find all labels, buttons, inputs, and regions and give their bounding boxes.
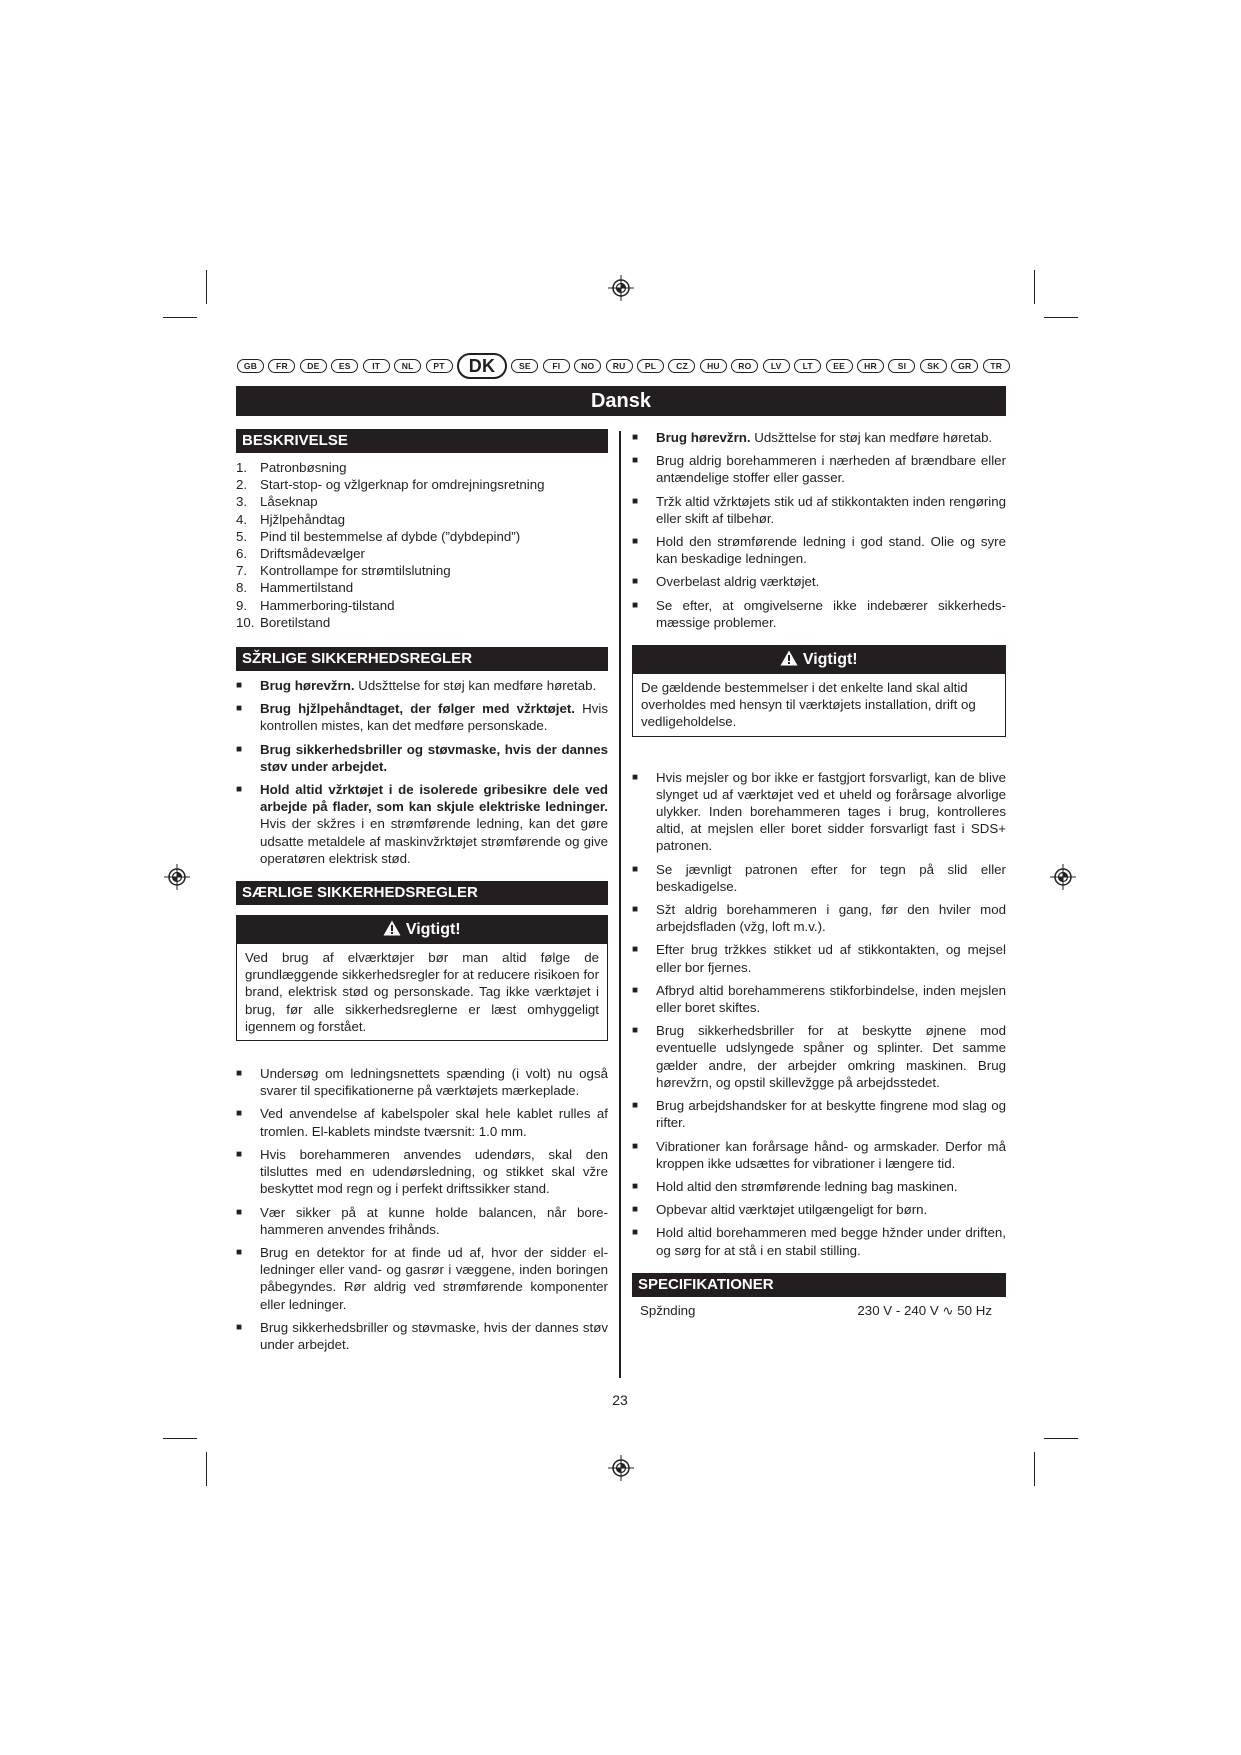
item-text: Brug sikkerhedsbriller for at beskytte øjnene mod eventuelle udslyngede spåner og splinter. Det samme gælder andre, der arbejder omkring maskinen. Brug hørevžrn, og opstil skillevžgge på arbejdsstedet. — [656, 1023, 1006, 1090]
item-bold-text: Brug hørevžrn. — [260, 678, 355, 694]
item-text: Ved anvendelse af kabelspoler skal hele kablet rulles af tromlen. El-kablets mindste tværsnit: 1.0 mm. — [260, 1106, 608, 1139]
crop-mark — [1034, 270, 1035, 304]
item-text: Vær sikker på at kunne holde balancen, når bore-hammeren anvendes frihånds. — [260, 1204, 608, 1237]
item-text — [656, 493, 1006, 527]
language-tab-hr[interactable]: HR — [857, 359, 884, 373]
item-text — [656, 573, 1006, 590]
item-normal-text: Hvis der skžres i en strømførende ledning, kan det gøre udsatte metaldele af maskinvžrktøjet strømførende og give operatøren elektrisk stød. — [260, 816, 608, 866]
item-normal-text: Udsžttelse for støj kan medføre høretab. — [750, 430, 993, 445]
item-text: Se jævnligt patronen efter for tegn på slid eller beskadigelse. — [656, 861, 1006, 894]
language-tab-fr[interactable]: FR — [268, 359, 295, 373]
language-tab-dk[interactable]: DK — [457, 353, 507, 379]
item-text: Opbevar altid værktøjet utilgængeligt for børn. — [656, 1202, 928, 1218]
bullet-icon: ■ — [236, 1246, 243, 1258]
list-item — [632, 452, 1006, 486]
warning-title: Vigtigt! — [405, 921, 461, 939]
crop-mark — [163, 317, 197, 318]
item-text — [260, 700, 608, 734]
warning-box — [632, 645, 1006, 737]
bullet-icon: ■ — [632, 863, 639, 875]
item-text: Hammerboring-tilstand — [260, 597, 395, 613]
item-text: Sžt aldrig borehammeren i gang, før den hviler mod arbejdsfladen (vžg, loft m.v.). — [656, 902, 1006, 935]
left-column — [236, 429, 608, 1359]
section-heading-szrlige: SŽRLIGE SIKKERHEDSREGLER — [236, 647, 608, 671]
parts-list — [236, 459, 608, 631]
list-item — [236, 579, 608, 596]
bullet-icon: ■ — [236, 680, 243, 692]
item-text: Undersøg om ledningsnettets spænding (i volt) nu også svarer til specifikationerne på værktøjets mærkeplade. — [260, 1066, 608, 1099]
item-text: Hold altid den strømførende ledning bag maskinen. — [656, 1178, 958, 1194]
language-bar — [237, 352, 1010, 380]
language-tab-fi[interactable]: FI — [543, 359, 570, 373]
item-text: Brug arbejdshandsker for at beskytte fingrene mod slag og rifter. — [656, 1098, 1006, 1131]
language-tab-nl[interactable]: NL — [394, 359, 421, 373]
section-heading-specifikationer: SPECIFIKATIONER — [632, 1273, 1006, 1297]
list-item — [632, 493, 1006, 527]
item-number: 1. — [236, 460, 248, 475]
list-item — [236, 493, 608, 510]
list-item — [632, 1022, 1006, 1091]
column-divider — [619, 431, 621, 1378]
bullet-icon: ■ — [632, 495, 639, 507]
spec-label: Spžnding — [640, 1302, 696, 1318]
language-tab-de[interactable]: DE — [300, 359, 327, 373]
bullet-icon: ■ — [632, 1204, 639, 1216]
list-item — [632, 533, 1006, 567]
item-text — [656, 533, 1006, 567]
item-text — [260, 741, 608, 775]
list-item — [236, 562, 608, 579]
list-item — [632, 769, 1006, 855]
item-normal-text: Se efter, at omgivelserne ikke indebærer sikkerheds-mæssige problemer. — [656, 597, 1006, 630]
crop-mark — [206, 1452, 207, 1486]
warning-triangle-icon — [383, 920, 401, 936]
bullet-icon: ■ — [236, 1068, 243, 1080]
item-number: 5. — [236, 528, 248, 544]
bullet-icon: ■ — [632, 576, 639, 588]
item-text: Hold altid borehammeren med begge hžnder under driften, og sørg for at stå i en stabil stilling. — [656, 1225, 1006, 1258]
list-item — [236, 741, 608, 775]
warning-triangle-icon — [780, 650, 798, 666]
list-item — [236, 700, 608, 734]
list-item — [632, 1138, 1006, 1172]
language-tab-ro[interactable]: RO — [731, 359, 758, 373]
language-tab-sk[interactable]: SK — [920, 359, 947, 373]
list-item — [236, 597, 608, 614]
list-item — [632, 941, 1006, 975]
language-tab-hu[interactable]: HU — [700, 359, 727, 373]
item-text: Start-stop- og vžlgerknap for omdrejningsretning — [260, 477, 545, 493]
item-number: 10. — [236, 614, 255, 630]
language-tab-lv[interactable]: LV — [763, 359, 790, 373]
bullet-icon: ■ — [632, 536, 639, 548]
crop-mark — [1044, 1438, 1078, 1439]
rules-list-continued — [632, 429, 1006, 631]
list-item — [632, 573, 1006, 590]
language-tab-ru[interactable]: RU — [606, 359, 633, 373]
item-text: Hvis borehammeren anvendes udendørs, skal den tilsluttes med en udendørsledning, og stikket skal vžre beskyttet mod regn og i perfekt driftssikker stand. — [260, 1146, 608, 1197]
item-bold-text: Brug sikkerhedsbriller og støvmaske, hvis der dannes støv under arbejdet. — [260, 741, 608, 774]
warning-header — [633, 646, 1005, 674]
bullet-icon: ■ — [236, 784, 243, 796]
item-number: 2. — [236, 477, 248, 493]
item-text: Afbryd altid borehammerens stikforbindelse, inden mejslen eller boret skiftes. — [656, 982, 1006, 1016]
item-text: Låseknap — [260, 494, 318, 510]
item-text: Vibrationer kan forårsage hånd- og armskader. Derfor må kroppen ikke udsættes for vibrationer i længere tid. — [656, 1138, 1006, 1171]
list-item — [236, 528, 608, 545]
list-item — [236, 476, 608, 493]
item-text: Brug sikkerhedsbriller og støvmaske, hvis der dannes støv under arbejdet. — [260, 1319, 608, 1352]
item-text — [260, 781, 608, 867]
item-number: 4. — [236, 511, 248, 527]
list-item — [632, 982, 1006, 1016]
language-tab-tr[interactable]: TR — [983, 359, 1010, 373]
item-text: Kontrollampe for strømtilslutning — [260, 563, 451, 579]
item-number: 8. — [236, 580, 248, 596]
bullet-icon: ■ — [236, 1206, 243, 1218]
registration-mark-icon — [608, 275, 634, 301]
item-text: Driftsmådevælger — [260, 546, 365, 562]
language-tab-se[interactable]: SE — [511, 359, 538, 373]
language-tab-ee[interactable]: EE — [826, 359, 853, 373]
list-item — [236, 1146, 608, 1198]
item-number: 3. — [236, 494, 248, 510]
list-item — [632, 901, 1006, 935]
crop-mark — [1044, 317, 1078, 318]
item-normal-text: Tržk altid vžrktøjets stik ud af stikkontakten inden rengøring eller skift af tilbehør. — [656, 493, 1006, 526]
item-number: 6. — [236, 546, 248, 562]
item-normal-text: Brug aldrig borehammeren i nærheden af brændbare eller antændelige stoffer eller gasser. — [656, 453, 1006, 486]
list-item — [632, 1097, 1006, 1131]
list-item — [632, 429, 1006, 446]
item-text: Boretilstand — [260, 614, 331, 630]
language-tab-lt[interactable]: LT — [794, 359, 821, 373]
bullet-icon: ■ — [632, 1140, 639, 1152]
item-number: 9. — [236, 597, 248, 613]
item-text: Hvis mejsler og bor ikke er fastgjort forsvarligt, kan de blive slynget ud af værktøjet ved et uheld og forårsage alvorlige ulykker. Inden borehammeren tages i brug, kontrolleres altid, at mejslen eller boret sidder forsvarligt fast i SDS+ patronen. — [656, 769, 1006, 854]
item-text: Efter brug tržkkes stikket ud af stikkontakten, og mejsel eller bor fjernes. — [656, 942, 1006, 975]
list-item — [632, 1224, 1006, 1258]
list-item — [632, 597, 1006, 631]
list-item — [236, 614, 608, 631]
bullet-icon: ■ — [632, 984, 639, 996]
right-column — [632, 429, 1006, 1319]
language-tab-es[interactable]: ES — [331, 359, 358, 373]
bullet-icon: ■ — [632, 944, 639, 956]
language-tab-no[interactable]: NO — [574, 359, 601, 373]
bullet-icon: ■ — [236, 1321, 243, 1333]
rules-list-bottom — [632, 769, 1006, 1259]
warning-text: De gældende bestemmelser i det enkelte land skal altid overholdes med hensyn til værktøjets installation, drift og vedligeholdelse. — [641, 680, 976, 730]
language-tab-cz[interactable]: CZ — [668, 359, 695, 373]
spec-value: 230 V - 240 V ∿ 50 Hz — [857, 1302, 992, 1318]
bullet-icon: ■ — [632, 1025, 639, 1037]
language-tab-si[interactable]: SI — [888, 359, 915, 373]
list-item — [236, 677, 608, 694]
list-item — [236, 1204, 608, 1238]
language-tab-pt[interactable]: PT — [426, 359, 453, 373]
list-item — [236, 1244, 608, 1313]
registration-mark-icon — [608, 1455, 634, 1481]
item-text: Brug en detektor for at finde ud af, hvor der sidder el-ledninger eller vand- og gasrør i væggene, inden boringen påbegyndes. Rør aldrig ved strømførende komponenter eller ledninger. — [260, 1244, 608, 1312]
item-normal-text: Overbelast aldrig værktøjet. — [656, 574, 820, 590]
item-text — [260, 677, 608, 694]
warning-title: Vigtigt! — [802, 651, 858, 669]
list-item — [236, 511, 608, 528]
bullet-icon: ■ — [632, 771, 639, 783]
language-tab-pl[interactable]: PL — [637, 359, 664, 373]
list-item — [236, 1319, 608, 1353]
item-text — [656, 429, 1006, 446]
item-normal-text: Udsžttelse for støj kan medføre høretab. — [354, 678, 597, 694]
item-text — [656, 597, 1006, 631]
language-tab-gb[interactable]: GB — [237, 359, 264, 373]
list-item — [236, 1065, 608, 1099]
bullet-icon: ■ — [236, 703, 243, 715]
section-heading-beskrivelse: BESKRIVELSE — [236, 429, 608, 453]
bullet-icon: ■ — [236, 1108, 243, 1120]
registration-mark-icon — [1050, 864, 1076, 890]
list-item — [236, 459, 608, 476]
crop-mark — [206, 270, 207, 304]
bullet-icon: ■ — [632, 455, 639, 467]
warning-box — [236, 915, 608, 1041]
item-normal-text: Hold den strømførende ledning i god stand. Olie og syre kan beskadige ledningen. — [656, 534, 1006, 567]
list-item — [632, 861, 1006, 895]
page-number: 23 — [612, 1392, 628, 1408]
language-tab-it[interactable]: IT — [363, 359, 390, 373]
item-text: Pind til bestemmelse af dybde (”dybdepind”) — [260, 528, 521, 544]
language-tab-gr[interactable]: GR — [951, 359, 978, 373]
item-normal-text: Hvis kontrollen mistes, kan det medføre personskade. — [260, 701, 608, 734]
bullet-icon: ■ — [632, 1100, 639, 1112]
bullet-icon: ■ — [632, 599, 639, 611]
list-item — [236, 781, 608, 867]
crop-mark — [1034, 1452, 1035, 1486]
safety-rules-list — [236, 677, 608, 867]
page-title: Dansk — [236, 386, 1006, 416]
item-text: Hjžlpehåndtag — [260, 511, 346, 527]
list-item — [632, 1178, 1006, 1195]
warning-header — [237, 916, 607, 944]
special-rules-list — [236, 1065, 608, 1353]
bullet-icon: ■ — [236, 1148, 243, 1160]
item-bold-text: Hold altid vžrktøjet i de isolerede gribesikre dele ved arbejde på flader, som kan skjule elektriske ledninger. — [260, 782, 608, 815]
item-bold-text: Brug hørevžrn. — [656, 430, 751, 445]
item-text — [656, 452, 1006, 486]
list-item — [236, 545, 608, 562]
registration-mark-icon — [164, 864, 190, 890]
item-number: 7. — [236, 563, 248, 579]
item-text: Patronbøsning — [260, 460, 347, 475]
warning-text: Ved brug af elværktøjer bør man altid følge de grundlæggende sikkerhedsregler for at reducere risikoen for brand, elektrisk stød og personskade. Tag ikke værktøjet i brug, før alle sikkerhedsreglerne er læst omhyggeligt igennem og forstået. — [245, 950, 599, 1034]
section-heading-saerlige: SÆRLIGE SIKKERHEDSREGLER — [236, 881, 608, 905]
list-item — [236, 1105, 608, 1139]
bullet-icon: ■ — [632, 432, 639, 443]
item-text: Hammertilstand — [260, 580, 354, 596]
crop-mark — [163, 1438, 197, 1439]
bullet-icon: ■ — [632, 904, 639, 916]
list-item — [632, 1201, 1006, 1218]
spec-row — [632, 1297, 1006, 1319]
bullet-icon: ■ — [632, 1227, 639, 1239]
item-bold-text: Brug hjžlpehåndtaget, der følger med vžrktøjet. — [260, 701, 575, 717]
bullet-icon: ■ — [632, 1180, 639, 1192]
bullet-icon: ■ — [236, 743, 243, 755]
